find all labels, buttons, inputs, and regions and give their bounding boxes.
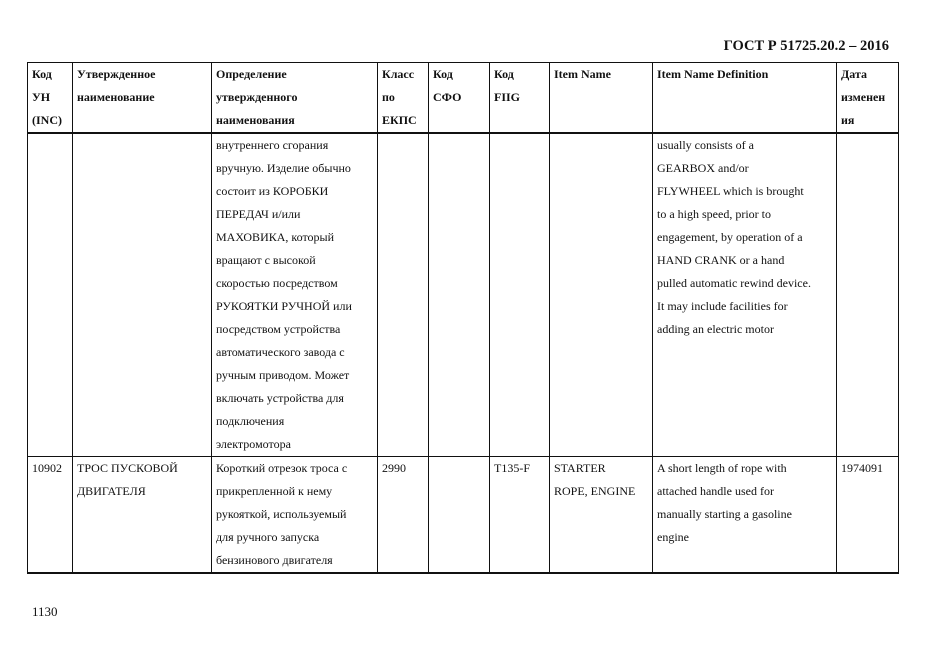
cell-text-line: скоростью посредством [216, 276, 338, 290]
cell-text-line: Код [32, 67, 52, 81]
col-header-fiig-code [490, 63, 550, 134]
cell-sfo-code [429, 133, 490, 457]
cell-text-line: прикрепленной к нему [216, 484, 333, 498]
cell-text-line: СФО [433, 90, 462, 104]
cell-text-line: Класс [382, 67, 415, 81]
cell-text-line: вручную. Изделие обычно [216, 161, 351, 175]
cell-definition-ru [212, 457, 378, 574]
cell-text-line: РУКОЯТКИ РУЧНОЙ или [216, 299, 352, 313]
cell-text-line: ия [841, 113, 855, 127]
col-header-item-definition [653, 63, 837, 134]
cell-fiig-code [490, 133, 550, 457]
cell-inc [28, 133, 73, 457]
cell-text-line: наименования [216, 113, 295, 127]
cell-text-line: Item Name [554, 67, 611, 81]
cell-item-name [550, 457, 653, 574]
cell-text-line: по [382, 90, 395, 104]
cell-approved-name [73, 133, 212, 457]
cell-text-line: (INC) [32, 113, 62, 127]
cell-sfo-code [429, 457, 490, 574]
cell-text-line: включать устройства для [216, 391, 344, 405]
cell-text-line: ТРОС ПУСКОВОЙ [77, 461, 178, 475]
catalog-table [27, 62, 899, 574]
cell-item-definition [653, 457, 837, 574]
cell-change-date [837, 133, 899, 457]
cell-definition-ru [212, 133, 378, 457]
cell-text-line: pulled automatic rewind device. [657, 276, 811, 290]
cell-text-line: HAND CRANK or a hand [657, 253, 785, 267]
col-header-inc [28, 63, 73, 134]
col-header-item-name [550, 63, 653, 134]
page-number: 1130 [32, 604, 58, 619]
col-header-class-ekps [378, 63, 429, 134]
document-code: ГОСТ Р 51725.20.2 – 2016 [723, 38, 889, 54]
cell-inc [28, 457, 73, 574]
cell-text-line: внутреннего сгорания [216, 138, 329, 152]
col-header-definition [212, 63, 378, 134]
cell-text-line: электромотора [216, 437, 291, 451]
cell-text-line: attached handle used for [657, 484, 774, 498]
cell-text-line: состоит из КОРОБКИ [216, 184, 329, 198]
cell-text-line: GEARBOX and/or [657, 161, 749, 175]
cell-text-line: ручным приводом. Может [216, 368, 350, 382]
cell-text-line: ЕКПС [382, 113, 417, 127]
cell-text-line: автоматического завода с [216, 345, 345, 359]
cell-text-line: Дата [841, 67, 867, 81]
cell-text-line: engine [657, 530, 689, 544]
cell-text-line: Определение [216, 67, 287, 81]
cell-text-line: engagement, by operation of a [657, 230, 803, 244]
cell-text-line: наименование [77, 90, 155, 104]
cell-text-line: manually starting a gasoline [657, 507, 792, 521]
cell-text-line: to a high speed, prior to [657, 207, 771, 221]
table-header-row [28, 63, 899, 134]
cell-text-line: рукояткой, используемый [216, 507, 347, 521]
cell-text-line: 2990 [382, 461, 406, 475]
cell-text-line: adding an electric motor [657, 322, 774, 336]
cell-text-line: Код [433, 67, 453, 81]
cell-text-line: УН [32, 90, 51, 104]
cell-text-line: FLYWHEEL which is brought [657, 184, 804, 198]
cell-text-line: ДВИГАТЕЛЯ [77, 484, 146, 498]
cell-text-line: 1974091 [841, 461, 883, 475]
cell-text-line: изменен [841, 90, 886, 104]
cell-text-line: 10902 [32, 461, 62, 475]
col-header-sfo-code [429, 63, 490, 134]
cell-text-line: бензинового двигателя [216, 553, 333, 567]
cell-text-line: Item Name Definition [657, 67, 769, 81]
table-row [28, 133, 899, 457]
col-header-approved-name [73, 63, 212, 134]
cell-change-date [837, 457, 899, 574]
cell-text-line: для ручного запуска [216, 530, 320, 544]
cell-text-line: утвержденного [216, 90, 298, 104]
cell-text-line: ПЕРЕДАЧ и/или [216, 207, 301, 221]
cell-class-ekps [378, 133, 429, 457]
cell-text-line: It may include facilities for [657, 299, 788, 313]
table-row [28, 457, 899, 574]
col-header-change-date [837, 63, 899, 134]
cell-text-line: T135-F [494, 461, 530, 475]
cell-fiig-code [490, 457, 550, 574]
cell-text-line: FIIG [494, 90, 521, 104]
cell-text-line: подключения [216, 414, 285, 428]
cell-text-line: Короткий отрезок троса с [216, 461, 348, 475]
cell-text-line: посредством устройства [216, 322, 341, 336]
cell-text-line: Утвержденное [77, 67, 156, 81]
cell-item-definition [653, 133, 837, 457]
cell-text-line: A short length of rope with [657, 461, 787, 475]
cell-text-line: usually consists of a [657, 138, 754, 152]
cell-class-ekps [378, 457, 429, 574]
cell-text-line: МАХОВИКА, который [216, 230, 335, 244]
cell-text-line: ROPE, ENGINE [554, 484, 636, 498]
cell-approved-name [73, 457, 212, 574]
cell-item-name [550, 133, 653, 457]
cell-text-line: STARTER [554, 461, 606, 475]
cell-text-line: вращают с высокой [216, 253, 316, 267]
cell-text-line: Код [494, 67, 514, 81]
